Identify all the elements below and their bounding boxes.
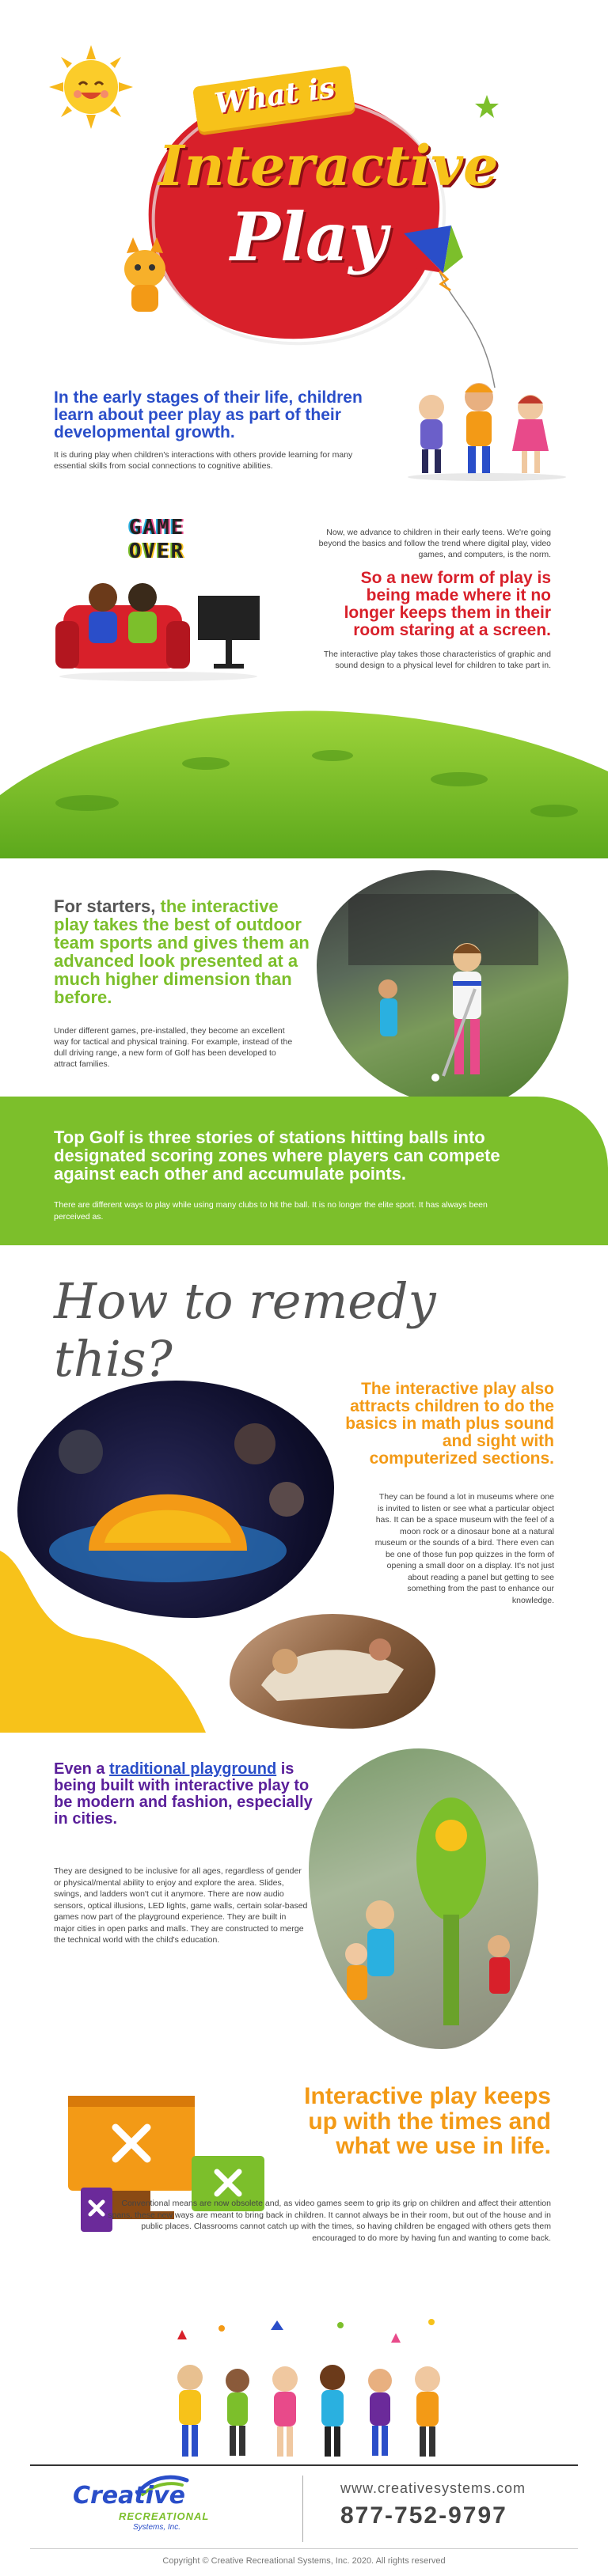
dinosaur-photo: [230, 1614, 435, 1729]
playground-body: They are designed to be inclusive for all ages, regardless of gender or physical/mental ability to enjoy and explore the area. Slides, swings, and ladders won't cut it anymore. There are now audio sensors, optical illusions, LED lights, game walls, certain solar-based games now part of the playground experience. They are built in major cities in open parks and malls. They are constructed to merge the technical world with the child's education.: [54, 1866, 308, 1945]
footer-divider-bottom: [30, 2548, 578, 2549]
remedy-headline: The interactive play also attracts children to do the basics in math plus sound and sight with computerized sections.: [345, 1380, 554, 1468]
footer-divider-vertical: [302, 2476, 303, 2542]
logo-line3: Systems, Inc.: [133, 2523, 181, 2532]
star-icon: [473, 93, 500, 120]
intro-body: It is during play when children's interactions with others provide learning for many essential skills from social connections to cognitive abilities.: [54, 450, 353, 471]
gamers-couch-icon: [55, 566, 269, 684]
keepsup-body: Conventional means are now obsolete and, as video games seem to grip its grip on children and affect their attention spans, these new ways are meant to bring back in children. It cannot always be in their room, but out of the house and in public places. Classrooms cannot catch up with the times, so having children be engaged with others gets them encouraged to do more by having fun and wanting to come back.: [108, 2199, 551, 2243]
cat-character-icon: [117, 237, 173, 316]
logo-line2: RECREATIONAL: [119, 2510, 210, 2522]
footer-copyright: Copyright © Creative Recreational Systems, Inc. 2020. All rights reserved: [162, 2556, 446, 2566]
playground-headline: [54, 1761, 315, 1828]
footer-divider-top: [30, 2464, 578, 2466]
starters-headline-accent: the interactive play takes the best of outdoor team sports and gives them an advanced look presented at a much higher dimension than before.: [54, 896, 310, 1008]
topgolf-body: There are different ways to play while using many clubs to hit the ball. It is no longer the elite sport. It has always been perceived as.: [54, 1200, 488, 1222]
playground-equipment-icon: [309, 1748, 538, 2049]
keepsup-section: [0, 2073, 608, 2310]
footer: [0, 2464, 608, 2576]
grass-hill: [0, 708, 608, 858]
keepsup-headline: Interactive play keeps up with the times and what we use in life.: [304, 2083, 551, 2159]
children-row-icon: [158, 2314, 459, 2464]
game-over-sign-line2: OVER: [128, 540, 185, 563]
children-playing-icon: [400, 372, 566, 483]
starters-section: [0, 870, 608, 1108]
starters-headline-plain: For starters,: [54, 896, 161, 916]
game-over-headline: So a new form of play is being made where it no longer keeps them in their room staring at a screen.: [344, 569, 551, 640]
starters-headline: [54, 897, 315, 1007]
game-over-body-top: Now, we advance to children in their early teens. We're going beyond the basics and follow the trend where digital play, video games, and computers, is the norm.: [318, 528, 551, 559]
remedy-title: How to remedy this?: [54, 1272, 436, 1388]
game-over-section: [0, 483, 608, 696]
logo-line1: Creative: [73, 2482, 185, 2510]
golfer-figure-icon: [317, 870, 568, 1108]
topgolf-headline: Top Golf is three stories of stations hitting balls into designated scoring zones where players can compete against each other and accumulate points.: [54, 1127, 500, 1184]
intro-headline: In the early stages of their life, children learn about peer play as part of their developmental growth.: [54, 388, 363, 442]
game-over-body-bottom: The interactive play takes those characteristics of graphic and sound design to a physical level for children to take part in.: [323, 650, 551, 670]
game-over-sign-line1: GAME: [128, 516, 185, 540]
footer-phone[interactable]: 877-752-9797: [340, 2502, 507, 2529]
hero-section: [0, 0, 608, 356]
remedy-section: [0, 1361, 608, 1733]
playground-section: [0, 1748, 608, 2057]
traditional-playground-link[interactable]: traditional playground: [109, 1760, 277, 1778]
intro-section: [0, 356, 608, 475]
playground-headline-post: is being built with interactive play to be modern and fashion, especially in cities.: [54, 1760, 313, 1828]
playground-photo: [309, 1748, 538, 2049]
what-is-text: What is: [212, 70, 337, 121]
golf-photo: [317, 870, 568, 1108]
footer-website[interactable]: www.creativesystems.com: [340, 2480, 526, 2496]
starters-body: Under different games, pre-installed, they become an excellent way for tactical and physical training. For example, instead of the dull driving range, a new form of Golf has been developed to attract families.: [54, 1026, 293, 1069]
playground-headline-pre: Even a: [54, 1760, 110, 1778]
remedy-body: They can be found a lot in museums where one is invited to listen or see what a particular object has. It can be a space museum with the feel of a moon rock or a dinosaur bone at a natural museum or the sounds of a bird. There even can be one of those fun pop quizzes in the form of opening a small door on a display. It's not just about reading a panel but getting to see something from the past to enhance our knowledge.: [374, 1492, 554, 1605]
glowing-dome-icon: [17, 1381, 334, 1618]
sun-icon: [48, 44, 135, 131]
hero-title-line2: Play: [230, 198, 388, 276]
dome-photo: [17, 1381, 334, 1618]
topgolf-band: [0, 1097, 608, 1245]
dinosaur-skull-icon: [230, 1614, 435, 1729]
hero-title-line1: Interactive: [158, 133, 499, 199]
